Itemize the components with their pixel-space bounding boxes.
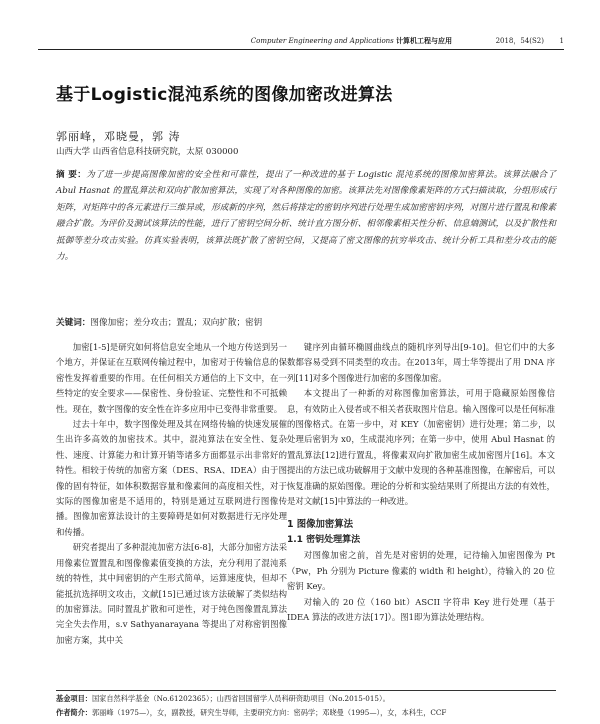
abstract-text: 为了进一步提高图像加密的安全性和可靠性，提出了一种改进的基于 Logistic 混沌系统的图像加密算法。该算法融合了Abul Hasnat 的置乱算法和双向扩散加密算法，实现了对各种图像的加密。该算法先对图像像素矩阵的方式扫描读取，分组形成行矩阵，对矩阵中的各元素进行三维异或，形成新的序列，然后将排定的密钥序列进行处理生成加密密钥序列，对图片进行置乱和像素融合扩散。为评价及测试该算法的性能，进行了密钥空间分析、统计直方图分析、相邻像素相关性分析、信息熵测试，以及扩散性和抵御等差分攻击实验。仿真实验表明，该算法既扩散了密钥空间，又提高了密文图像的抗穷举攻击、统计分析工具和差分攻击的能力。: [56, 170, 556, 263]
paper-title: 基于Logistic混沌系统的图像加密改进算法: [56, 85, 393, 105]
abstract-label: 摘 要：: [56, 170, 87, 180]
body-paragraph: 研究者提出了多种混沌加密方法[6-8]，大部分加密方法采用像素位置置乱和图像像素值变换的方法，充分利用了混沌系统的特性，其中间密钥的产生形式简单，运算速度快，但却不能抵抗选择明文攻击，文献[15]已通过该方法破解了类似结构的加密算法。同时置乱扩散和可逆性，对于纯色图像置乱算法完全失去作用，s.v Sathyanarayana 等提出了对称密钥图像加密方案，其中关: [56, 542, 287, 645]
affiliation: 山西大学 山西省信息科技研究院，太原 030000: [56, 147, 239, 157]
left-column: [56, 340, 287, 648]
page-number: 1: [559, 37, 564, 45]
body-paragraph: 加密[1-5]是研究如何将信息安全地从一个地方传送到另一个地方，并保证在互联网传输过程中，加密对于传输信息的保密性发挥着重要的作用。在任何相关方通信的上下文中，在一些特定的安全要求——保密性、身份验证、完整性和不可抵赖性。现在，数字图像的安全性在许多应用中已变得非常重要。: [56, 342, 287, 414]
body-paragraph: 过去十年中，数字图像处理及其在网络传输的快速发展催生出许多高效的加密技术。其中，混沌算法在安全性、复杂性、速度、计算能力和计算开销等诸多方面都显示出非常好的特性。相较于传统的加密方案（DES、RSA、IDEA）由于图像的固有特征，如体积数据容量和像素间的高度相关性，对于实际的图像加密是不适用的，特别是通过互联网进行图像传播。图像加密算法设计的主要障碍是如何对数据进行无序处理和传播。: [56, 419, 287, 537]
keywords-label: 关键词：: [56, 318, 91, 328]
body-paragraph: 对输入的 20 位（160 bit）ASCII 字符串 Key 进行处理（基于 IDEA 算法的改进方法[17]）。图1即为算法处理结构。: [287, 596, 555, 623]
authors: 郭丽峰，邓晓曼，郭 涛: [56, 130, 181, 143]
author-footnote: 作者简介：郭丽峰（1975—），女，副教授，研究生导师，主要研究方向：密码学；邓晓曼（1995—），女，本科生，CCF: [56, 708, 447, 717]
header-rule: [38, 49, 564, 50]
section-heading: 1 图像加密算法: [287, 519, 354, 531]
body-paragraph: 对图像加密之前，首先是对密钥的处理，记待输入加密图像为 Pt（Pw，Ph 分别为 Picture 像素的 width 和 height），待输入的 20 位密钥 Key。: [287, 550, 555, 592]
running-header: [40, 34, 564, 48]
body-paragraph: 本文提出了一种新的对称图像加密算法，可用于隐藏原始图像信息，有效防止入侵者或不相关者获取图片信息。输入图像可以是任何标准的图像格式。在第一步中，对 KEY（加密密钥）进行处理；第二步，以处理后密钥为 x0，生成混沌序列；在第一步中，使用 Abul Hasnat 的置乱算法[12]进行置乱，将像素双向扩散加密生成加密图片[16]。本文提出的方法已成功破解用于文献中发现的各种基准图像，在解密后，可以恢复准确的原始图像。理论的分析和实验结果则了所提出方法的有效性，是对文献[15]中算法的一种改进。: [287, 388, 555, 507]
abstract: [56, 167, 556, 265]
keywords: [56, 316, 556, 328]
funding-footnote: 基金项目：国家自然科学基金（No.61202365）；山西省回国留学人员科研资助项目（No.2015-015）。: [56, 694, 390, 703]
subsection-heading: 1.1 密钥处理算法: [287, 535, 361, 546]
body-paragraph: 键序列由循环椭圆曲线点的随机序列导出[9-10]。但它们中的大多数都容易受到不同类型的攻击。在2013年，周士华等提出了用 DNA 序列[11]对多个图像进行加密的多图像加密。: [287, 342, 555, 383]
volume-issue: 2018，54(S2): [495, 37, 544, 45]
footnote-rule: [56, 690, 556, 691]
journal-name: Computer Engineering and Applications 计算机工程与应用: [250, 37, 452, 45]
right-column: [287, 340, 555, 626]
keywords-text: 图像加密；差分攻击；置乱；双向扩散；密钥: [90, 318, 263, 328]
